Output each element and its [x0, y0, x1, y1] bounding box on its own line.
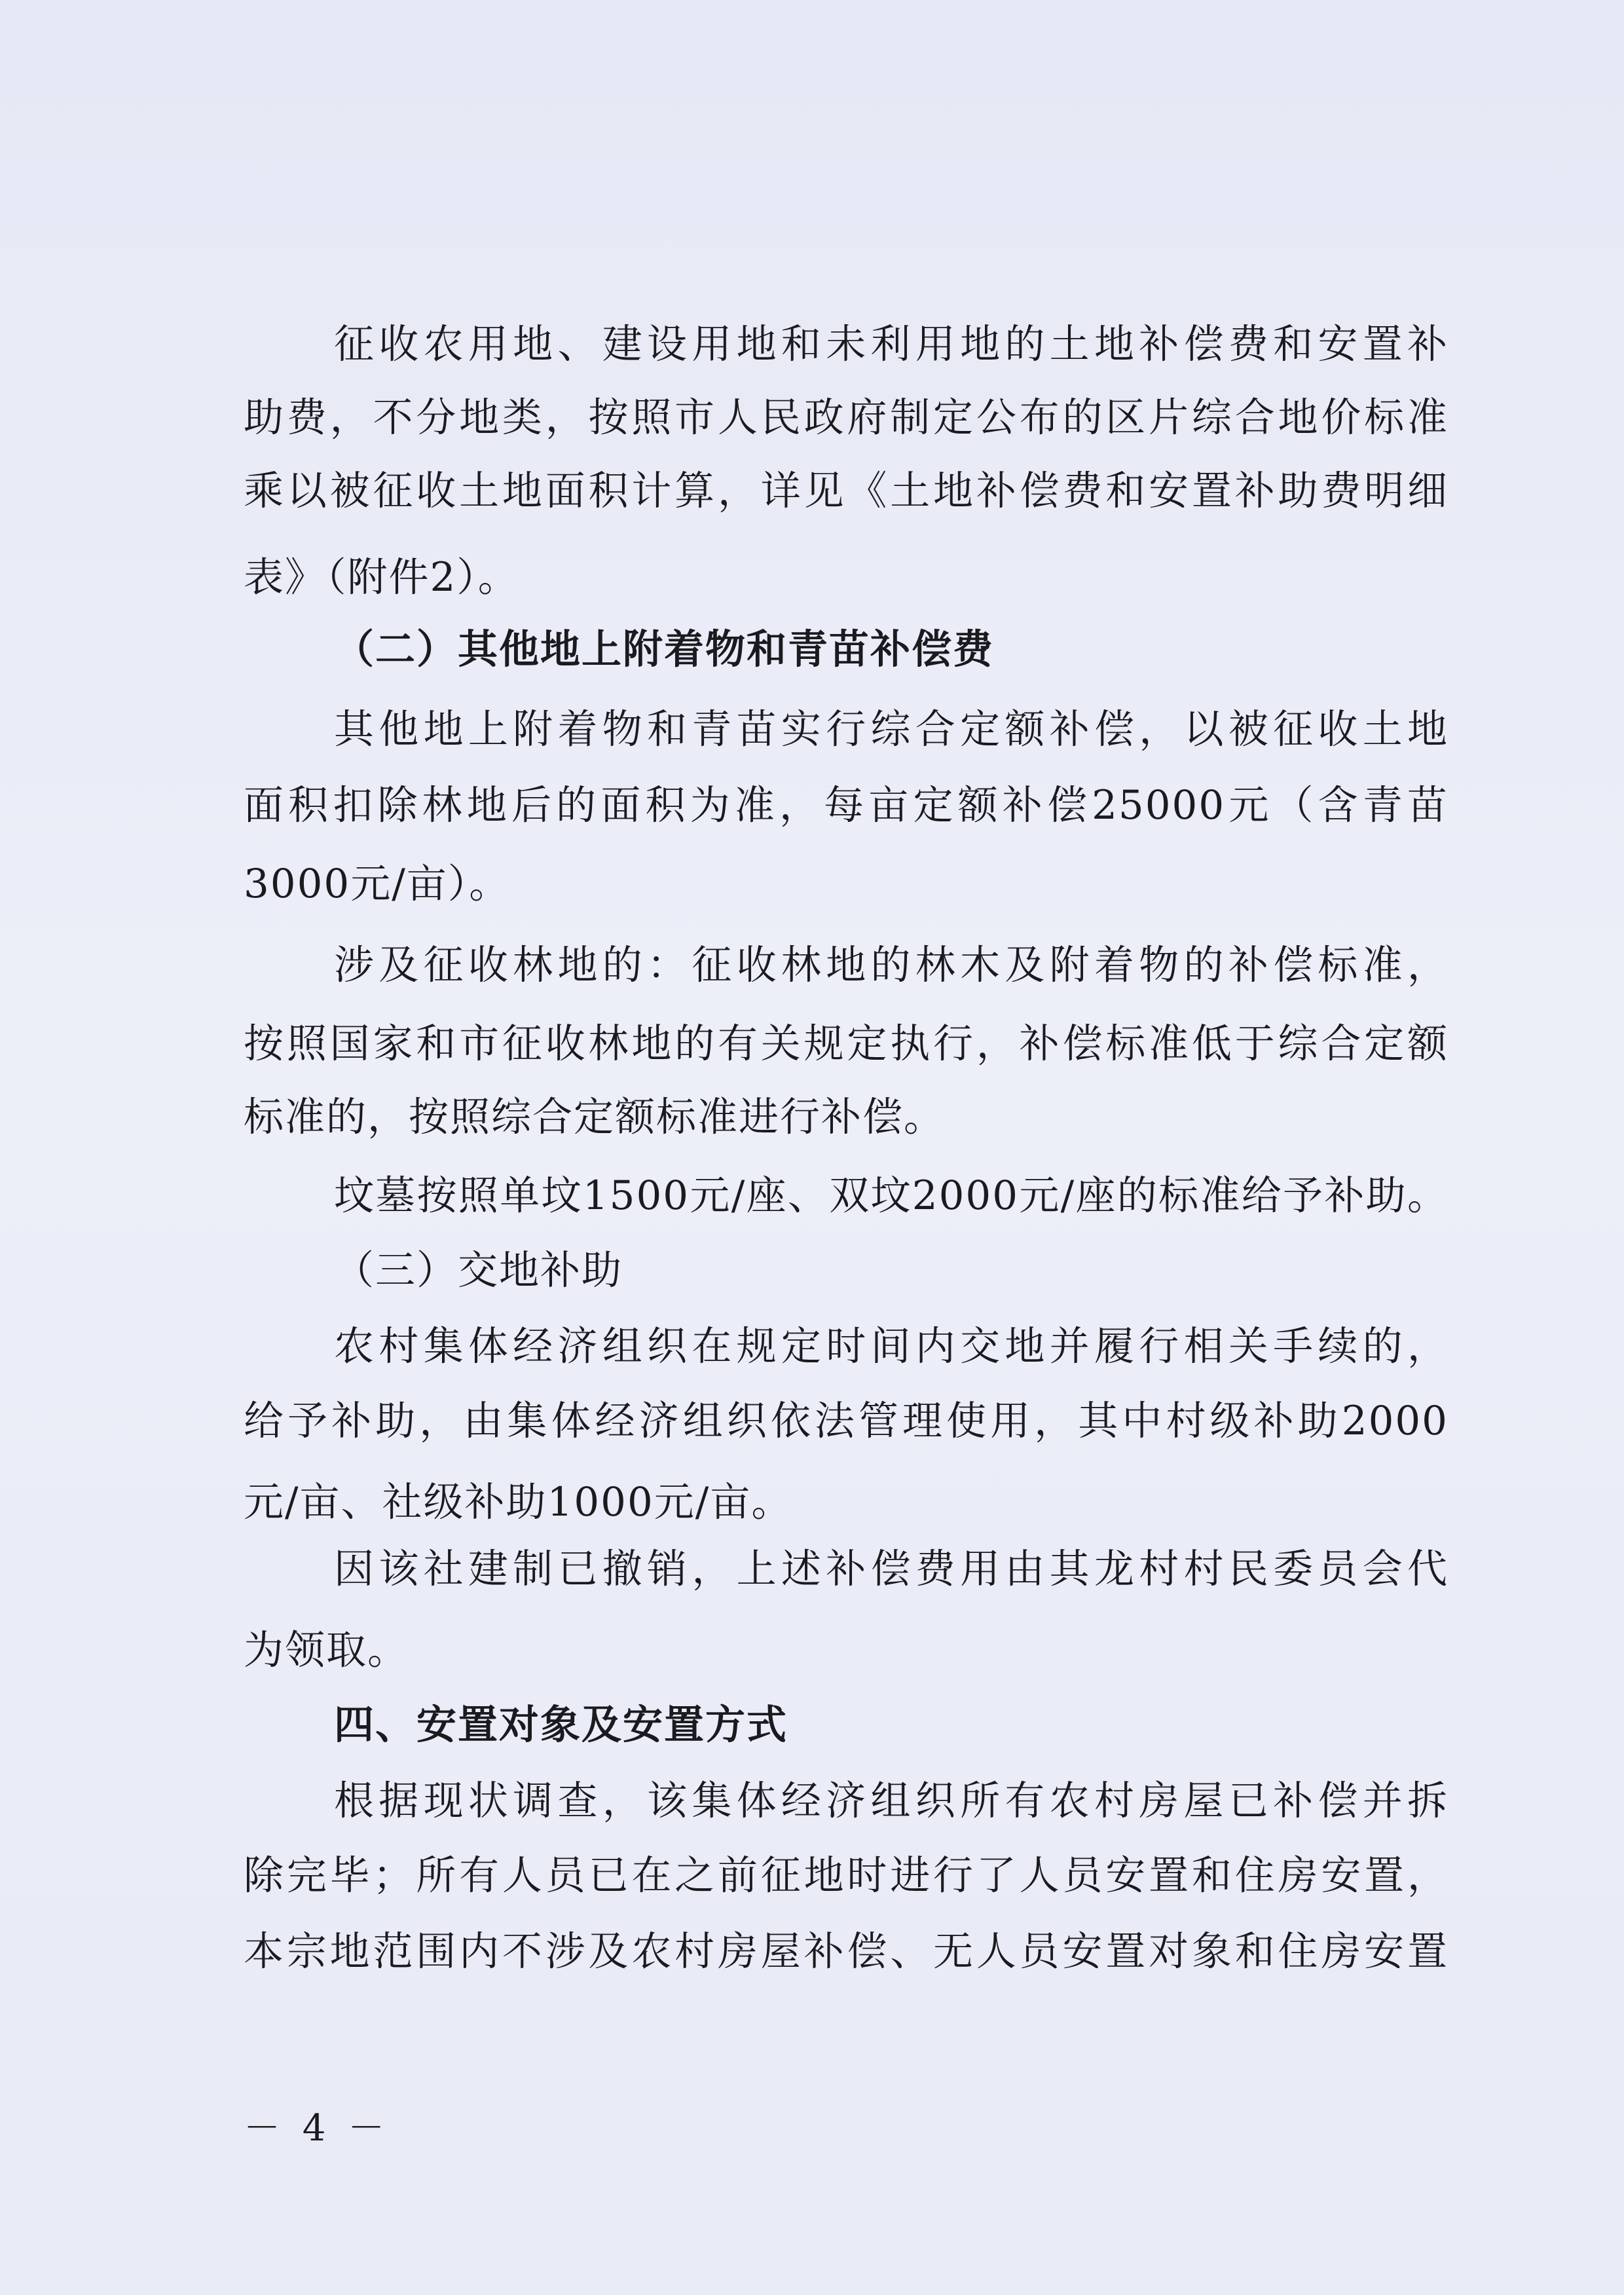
body-line-14: 农村集体经济组织在规定时间内交地并履行相关手续的， [334, 1323, 1449, 1370]
section-heading-4: 四、安置对象及安置方式 [334, 1702, 788, 1748]
body-line-1: 征收农用地、建设用地和未利用地的土地补偿费和安置补 [334, 321, 1449, 367]
body-line-10: 按照国家和市征收林地的有关规定执行，补偿标准低于综合定额 [244, 1020, 1449, 1067]
body-line-3: 乘以被征收土地面积计算，详见《土地补偿费和安置补助费明细 [244, 468, 1449, 514]
body-line-9: 涉及征收林地的：征收林地的林木及附着物的补偿标准， [334, 942, 1449, 988]
body-line-17: 因该社建制已撤销，上述补偿费用由其龙村村民委员会代 [334, 1546, 1449, 1592]
body-line-16: 元/亩、社级补助1000元/亩。 [244, 1479, 793, 1525]
body-line-4: 表》（附件2）。 [244, 554, 519, 601]
body-line-12: 坟墓按照单坟1500元/座、双坟2000元/座的标准给予补助。 [334, 1172, 1449, 1219]
body-line-22: 本宗地范围内不涉及农村房屋补偿、无人员安置对象和住房安置 [244, 1928, 1449, 1975]
page-number: － 4 － [244, 2107, 390, 2150]
body-line-18: 为领取。 [244, 1627, 409, 1673]
body-line-21: 除完毕；所有人员已在之前征地时进行了人员安置和住房安置， [244, 1852, 1449, 1899]
section-heading-2: （二）其他地上附着物和青苗补偿费 [334, 626, 995, 673]
body-line-8: 3000元/亩）。 [244, 861, 511, 907]
section-heading-3: （三）交地补助 [334, 1247, 623, 1294]
body-line-2: 助费，不分地类，按照市人民政府制定公布的区片综合地价标准 [244, 394, 1449, 441]
body-line-11: 标准的，按照综合定额标准进行补偿。 [244, 1094, 946, 1140]
body-line-6: 其他地上附着物和青苗实行综合定额补偿，以被征收土地 [334, 706, 1449, 753]
body-line-20: 根据现状调查，该集体经济组织所有农村房屋已补偿并拆 [334, 1778, 1449, 1824]
body-line-15: 给予补助，由集体经济组织依法管理使用，其中村级补助2000 [244, 1398, 1449, 1444]
body-line-7: 面积扣除林地后的面积为准，每亩定额补偿25000元（含青苗 [244, 782, 1449, 829]
